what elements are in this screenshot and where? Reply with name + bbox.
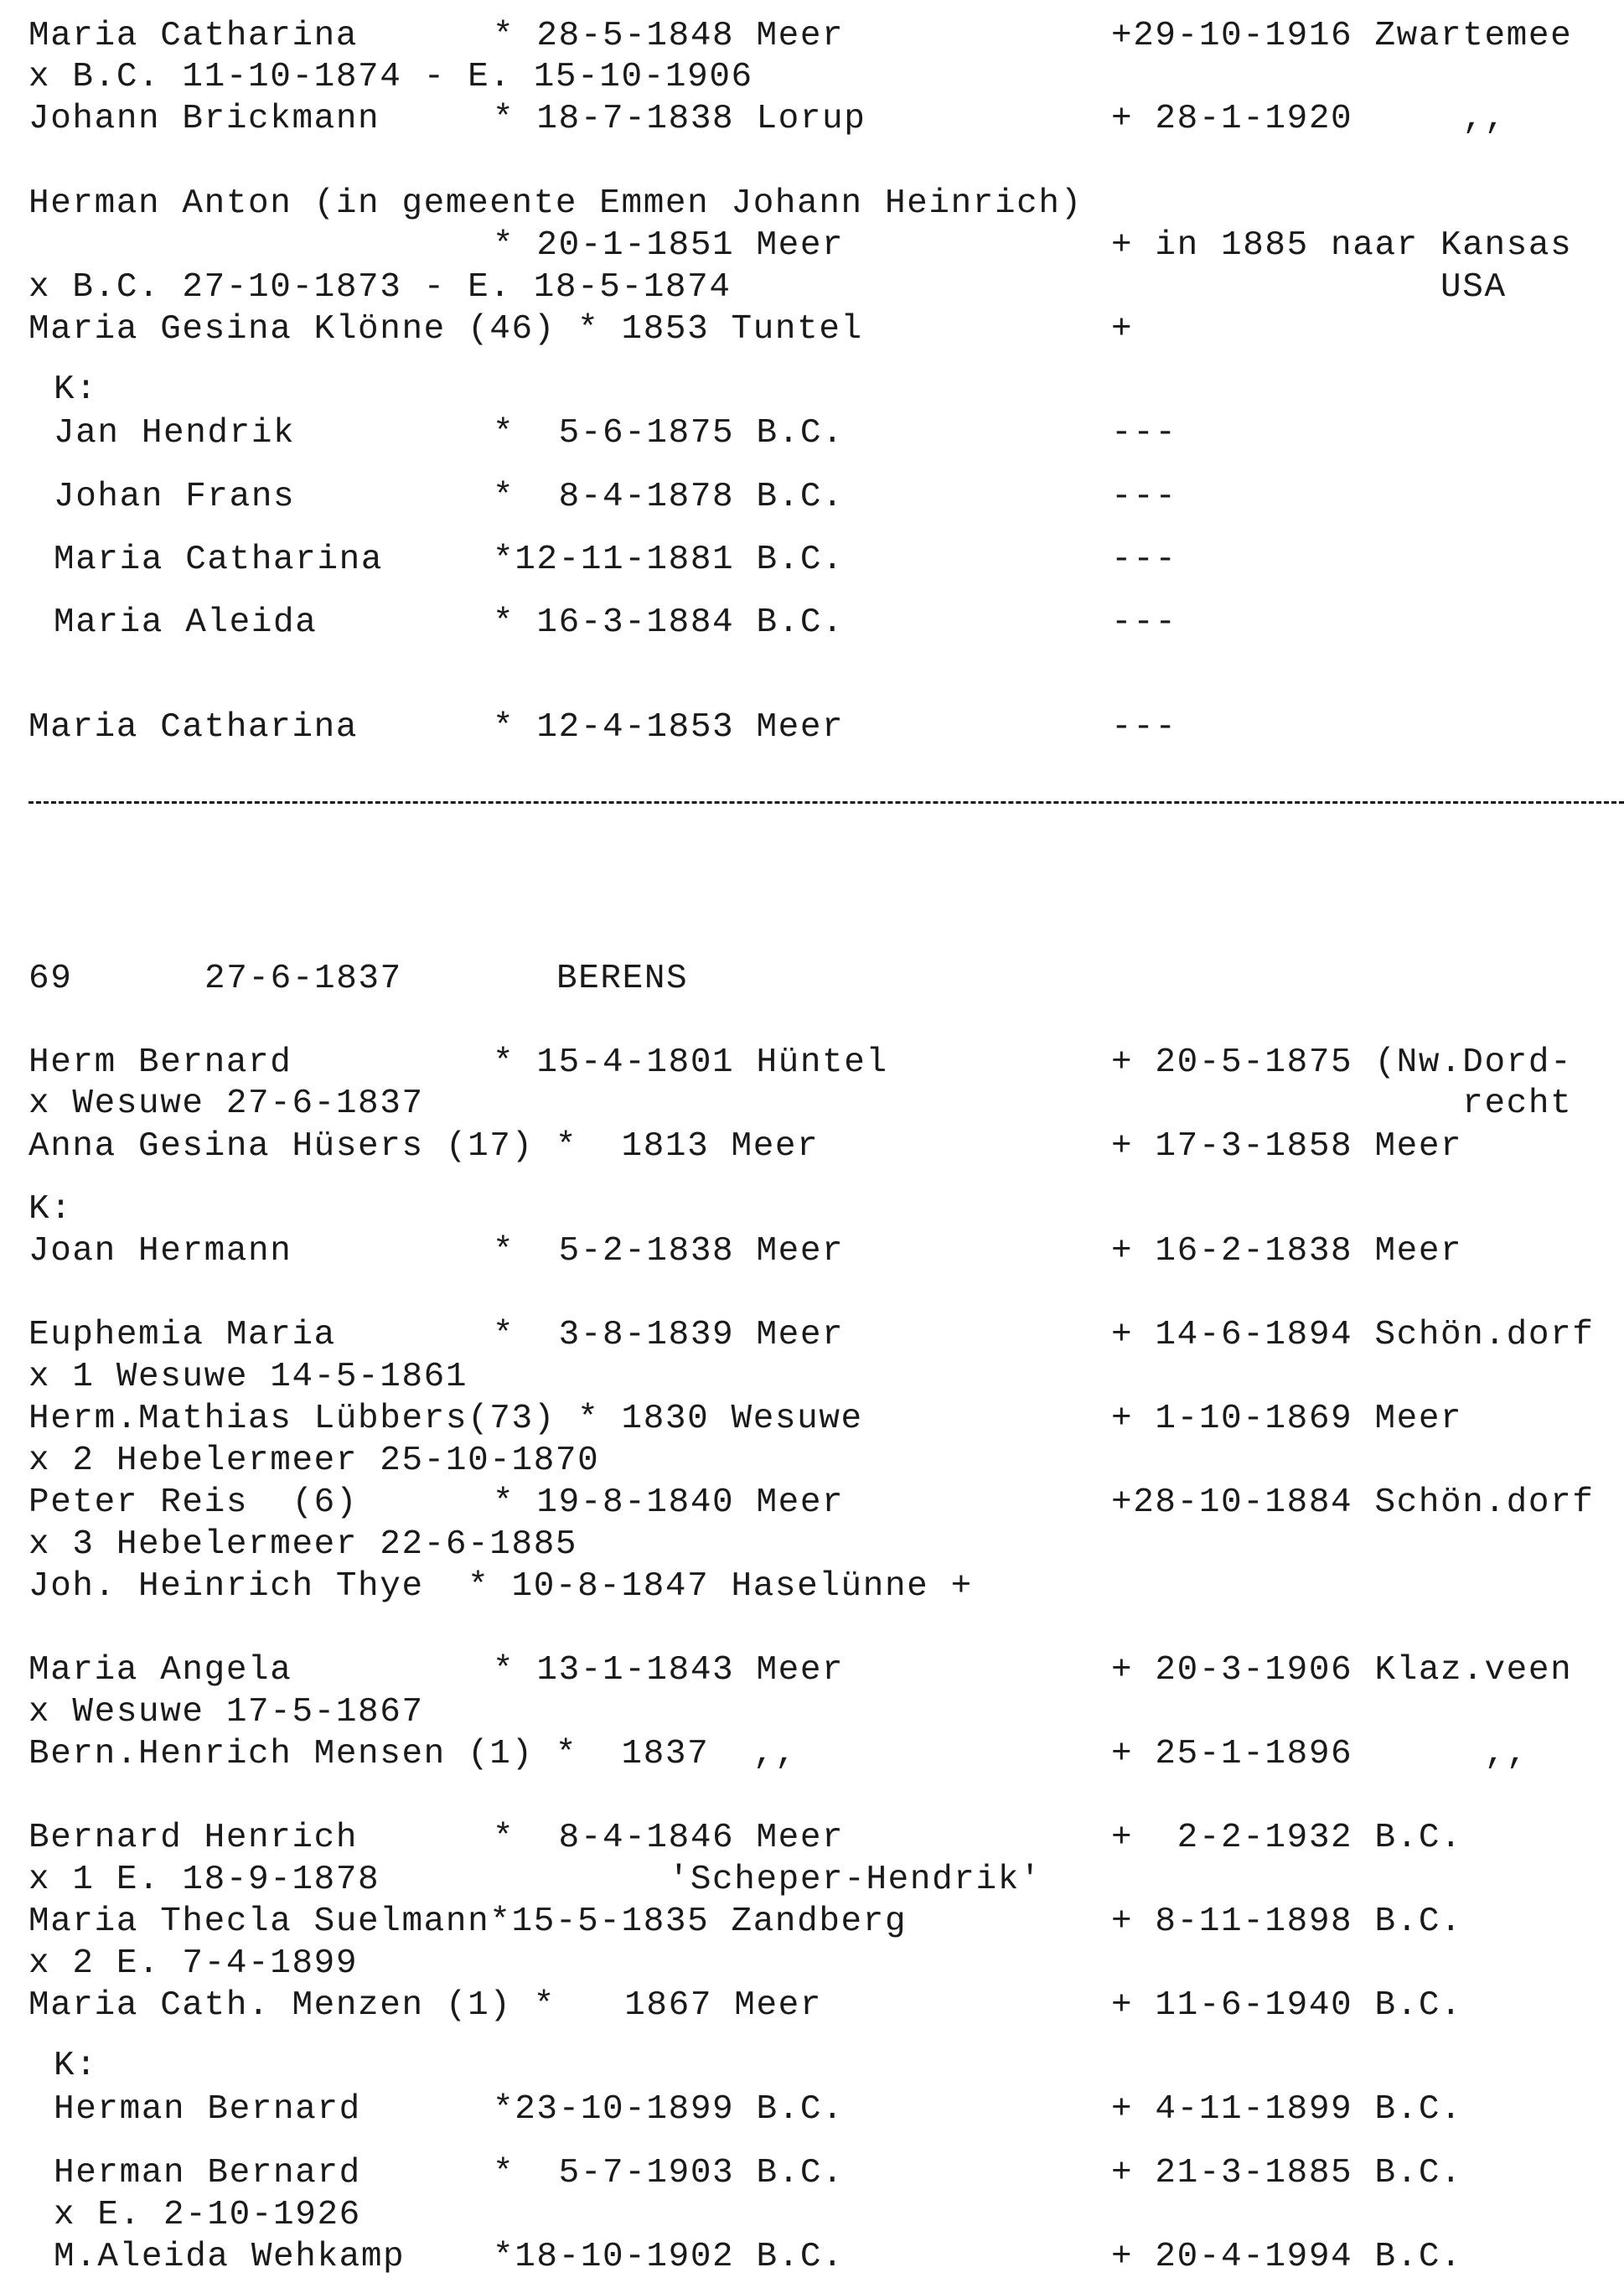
record-line bbox=[0, 1566, 973, 1607]
record-line bbox=[0, 1943, 359, 1985]
child-line bbox=[0, 602, 1177, 644]
record-line bbox=[0, 267, 1507, 308]
record-line bbox=[0, 1691, 424, 1733]
entry-nickname: 'Scheper-Hendrik' bbox=[493, 1861, 1042, 1899]
record-line bbox=[0, 308, 1134, 350]
entry-spouse: Maria Gesina Klönne (46) * 1853 Tuntel bbox=[28, 310, 863, 349]
entry-marriage: x 2 Hebelermeer 25-10-1870 bbox=[28, 1442, 600, 1480]
child-line bbox=[0, 1817, 1463, 1859]
entry-death: +28-10-1884 Schön.dorf bbox=[1111, 1483, 1595, 1522]
child-line bbox=[0, 2089, 1463, 2130]
entry-death-cont: USA bbox=[1111, 268, 1507, 307]
entry-spouse: Joh. Heinrich Thye * 10-8-1847 Haselünne + bbox=[28, 1567, 973, 1606]
entry-spouse: Maria Thecla Suelmann*15-5-1835 Zandberg bbox=[28, 1902, 908, 1941]
record-line bbox=[0, 98, 1507, 140]
entry-name: Maria Catharina bbox=[28, 708, 359, 747]
child-death: + 14-6-1894 Schön.dorf bbox=[1111, 1316, 1595, 1354]
entry-spouse: Peter Reis (6) bbox=[28, 1483, 359, 1522]
child-line bbox=[0, 539, 1177, 581]
child-line bbox=[0, 412, 1177, 454]
child-birth: *23-10-1899 B.C. bbox=[493, 2090, 845, 2129]
family-surname: BERENS bbox=[556, 960, 689, 998]
entry-marriage: x E. 2-10-1926 bbox=[54, 2196, 361, 2234]
entry-birth: * 12-4-1853 Meer bbox=[493, 708, 845, 747]
child-birth: * 3-8-1839 Meer bbox=[493, 1316, 845, 1354]
record-line bbox=[0, 1524, 578, 1566]
entry-death: + 20-5-1875 (Nw.Dord- bbox=[1111, 1043, 1573, 1082]
child-death: + 4-11-1899 B.C. bbox=[1111, 2090, 1463, 2129]
child-name: Euphemia Maria bbox=[28, 1316, 336, 1354]
child-line bbox=[0, 1230, 1463, 1272]
child-line bbox=[0, 2152, 1463, 2194]
entry-spouse: M.Aleida Wehkamp bbox=[54, 2238, 406, 2276]
entry-name: Maria Catharina bbox=[28, 17, 359, 55]
record-line bbox=[0, 1985, 1463, 2027]
child-death: + 16-2-1838 Meer bbox=[1111, 1232, 1463, 1271]
entry-death: + 28-1-1920 ,, bbox=[1111, 100, 1507, 138]
entry-spouse: Anna Gesina Hüsers (17) * 1813 Meer bbox=[28, 1127, 820, 1166]
entry-name: Herman Anton (in gemeente Emmen Johann Heinrich) bbox=[28, 184, 1083, 223]
child-name: Herman Bernard bbox=[54, 2090, 361, 2129]
record-line bbox=[0, 1482, 1595, 1524]
entry-death: +29-10-1916 Zwartemee bbox=[1111, 17, 1573, 55]
entry-name: Johann Brickmann bbox=[28, 100, 380, 138]
child-death: + 21-3-1885 B.C. bbox=[1111, 2154, 1463, 2192]
child-name: Maria Aleida bbox=[54, 603, 318, 642]
entry-death: + 8-11-1898 B.C. bbox=[1111, 1902, 1463, 1941]
entry-birth: 1867 Meer bbox=[493, 1986, 823, 2025]
record-line bbox=[0, 1126, 1463, 1167]
child-birth: * 5-6-1875 B.C. bbox=[493, 414, 845, 453]
record-line bbox=[0, 1733, 1528, 1775]
children-label: K: bbox=[28, 1190, 73, 1229]
record-line bbox=[0, 1859, 1042, 1901]
record-line bbox=[0, 1356, 468, 1398]
child-death: --- bbox=[1111, 478, 1177, 516]
entry-marriage: x 2 E. 7-4-1899 bbox=[28, 1944, 359, 1983]
entry-marriage: x B.C. 11-10-1874 - E. 15-10-1906 bbox=[28, 58, 753, 96]
entry-spouse: Maria Cath. Menzen (1) * bbox=[28, 1986, 556, 2025]
entry-marriage: x 1 Wesuwe 14-5-1861 bbox=[28, 1358, 468, 1396]
child-name: Johan Frans bbox=[54, 478, 296, 516]
child-name: Herman Bernard bbox=[54, 2154, 361, 2192]
entry-birth: * 19-8-1840 Meer bbox=[493, 1483, 845, 1522]
child-name: Joan Hermann bbox=[28, 1232, 292, 1271]
child-birth: *12-11-1881 B.C. bbox=[493, 541, 845, 579]
record-line bbox=[0, 369, 98, 411]
entry-marriage: x 3 Hebelermeer 22-6-1885 bbox=[28, 1525, 578, 1564]
entry-marriage: x 1 E. 18-9-1878 bbox=[28, 1861, 380, 1899]
child-birth: * 5-2-1838 Meer bbox=[493, 1232, 845, 1271]
entry-spouse: Herm.Mathias Lübbers(73) * 1830 Wesuwe bbox=[28, 1400, 863, 1438]
entry-death-cont: recht bbox=[1111, 1084, 1573, 1123]
section-divider bbox=[28, 801, 1624, 804]
child-death: --- bbox=[1111, 603, 1177, 642]
children-label: K: bbox=[54, 370, 98, 409]
child-birth: * 16-3-1884 B.C. bbox=[493, 603, 845, 642]
entry-death: + in 1885 naar Kansas bbox=[1111, 226, 1573, 265]
entry-birth: * 28-5-1848 Meer bbox=[493, 17, 845, 55]
child-name: Maria Catharina bbox=[54, 541, 384, 579]
child-death: --- bbox=[1111, 414, 1177, 453]
record-line bbox=[0, 56, 753, 98]
entry-birth: * 20-1-1851 Meer bbox=[493, 226, 845, 265]
child-birth: * 8-4-1846 Meer bbox=[493, 1819, 845, 1857]
entry-spouse: Bern.Henrich Mensen (1) * 1837 ,, bbox=[28, 1735, 798, 1773]
family-number: 69 bbox=[28, 960, 73, 998]
child-line bbox=[0, 1649, 1573, 1691]
entry-marriage: x Wesuwe 17-5-1867 bbox=[28, 1693, 424, 1732]
child-name: Jan Hendrik bbox=[54, 414, 296, 453]
child-line bbox=[0, 476, 1177, 518]
record-line bbox=[0, 2045, 98, 2087]
record-line bbox=[0, 1901, 1463, 1943]
record-line bbox=[0, 1042, 1573, 1084]
record-line bbox=[0, 1083, 1573, 1125]
child-name: Maria Angela bbox=[28, 1651, 292, 1690]
record-line bbox=[0, 2236, 1463, 2278]
entry-name: Herm Bernard bbox=[28, 1043, 292, 1082]
entry-birth: *18-10-1902 B.C. bbox=[493, 2238, 845, 2276]
child-birth: * 13-1-1843 Meer bbox=[493, 1651, 845, 1690]
entry-death: + 20-4-1994 B.C. bbox=[1111, 2238, 1463, 2276]
family-date: 27-6-1837 bbox=[204, 960, 402, 998]
entry-death: + 17-3-1858 Meer bbox=[1111, 1127, 1463, 1166]
entry-birth: * 18-7-1838 Lorup bbox=[493, 100, 866, 138]
record-line bbox=[0, 225, 1573, 267]
entry-death: + bbox=[1111, 310, 1134, 349]
entry-death: + 11-6-1940 B.C. bbox=[1111, 1986, 1463, 2025]
children-label: K: bbox=[54, 2047, 98, 2085]
entry-death: --- bbox=[1111, 708, 1177, 747]
record-line bbox=[0, 15, 1573, 57]
family-header bbox=[0, 958, 689, 1000]
record-line bbox=[0, 1398, 1463, 1440]
entry-birth: * 15-4-1801 Hüntel bbox=[493, 1043, 888, 1082]
record-line bbox=[0, 1188, 88, 1230]
entry-death: + 1-10-1869 Meer bbox=[1111, 1400, 1463, 1438]
child-death: --- bbox=[1111, 541, 1177, 579]
child-line bbox=[0, 1314, 1595, 1356]
record-line bbox=[0, 1440, 600, 1482]
child-birth: * 8-4-1878 B.C. bbox=[493, 478, 845, 516]
entry-marriage: x B.C. 27-10-1873 - E. 18-5-1874 bbox=[28, 268, 732, 307]
record-line bbox=[0, 183, 1083, 225]
record-line bbox=[0, 2194, 361, 2236]
child-birth: * 5-7-1903 B.C. bbox=[493, 2154, 845, 2192]
entry-marriage: x Wesuwe 27-6-1837 bbox=[28, 1084, 424, 1123]
child-death: + 2-2-1932 B.C. bbox=[1111, 1819, 1463, 1857]
record-line bbox=[0, 707, 1177, 748]
child-death: + 20-3-1906 Klaz.veen bbox=[1111, 1651, 1573, 1690]
entry-death: + 25-1-1896 ,, bbox=[1111, 1735, 1528, 1773]
child-name: Bernard Henrich bbox=[28, 1819, 359, 1857]
